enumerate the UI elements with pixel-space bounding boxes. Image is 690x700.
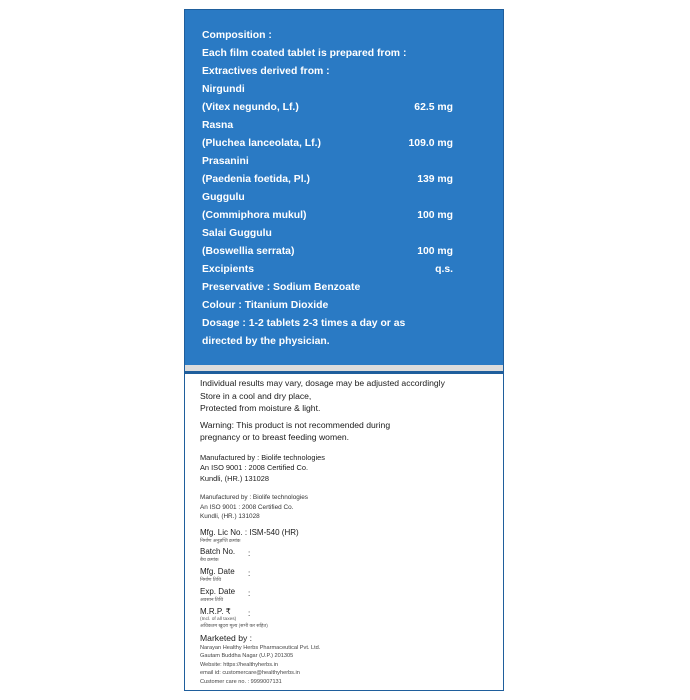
mfg-date-colon: : bbox=[248, 568, 251, 578]
notes-line-2: Store in a cool and dry place, bbox=[200, 390, 312, 401]
exp-date-label: Exp. Date bbox=[200, 586, 236, 596]
marketed-line-1: Narayan Healthy Herbs Pharmaceutical Pvt. Ltd. bbox=[200, 644, 321, 651]
composition-line-value: q.s. bbox=[435, 264, 453, 275]
marketed-heading: Marketed by : bbox=[200, 632, 253, 643]
mrp-hindi: अधिकतम खुदरा मूल्य (सभी कर सहित) bbox=[200, 623, 268, 629]
composition-line-text: (Pluchea lanceolata, Lf.) bbox=[202, 138, 321, 149]
composition-line-text: Dosage : 1-2 tablets 2-3 times a day or as bbox=[202, 318, 406, 329]
mrp-colon: : bbox=[248, 608, 251, 618]
warning-line-1: Warning: This product is not recommended during bbox=[200, 419, 391, 430]
composition-line bbox=[202, 189, 494, 207]
composition-line-text: Extractives derived from : bbox=[202, 66, 330, 77]
composition-line-text: directed by the physician. bbox=[202, 336, 330, 347]
composition-line-value: 100 mg bbox=[417, 210, 453, 221]
composition-line-text: Each film coated tablet is prepared from : bbox=[202, 48, 407, 59]
composition-block bbox=[202, 27, 494, 351]
composition-line bbox=[202, 333, 494, 351]
exp-date-hindi: अवसान तिथि bbox=[200, 597, 224, 603]
notes-line-3: Protected from moisture & light. bbox=[200, 403, 321, 413]
composition-line bbox=[202, 279, 494, 297]
composition-line bbox=[202, 261, 494, 279]
exp-date-colon: : bbox=[248, 588, 251, 598]
mrp-label: M.R.P. ₹ bbox=[200, 606, 231, 616]
mfg-lic-label: Mfg. Lic No. : ISM-540 (HR) bbox=[200, 527, 299, 537]
composition-line-text: Nirgundi bbox=[202, 84, 245, 95]
marketed-line-3: Website: https://healthyherbs.in bbox=[200, 661, 278, 668]
composition-lines bbox=[202, 45, 494, 351]
composition-line bbox=[202, 135, 494, 153]
composition-line bbox=[202, 315, 494, 333]
divider-stripe-blue bbox=[185, 371, 503, 374]
batch-label: Batch No. bbox=[200, 546, 236, 556]
composition-line-text: Guggulu bbox=[202, 192, 245, 203]
manufacturer-2-line-2: An ISO 9001 : 2008 Certified Co. bbox=[200, 503, 294, 511]
composition-line bbox=[202, 81, 494, 99]
marketed-line-4: email id: customercare@healthyherbs.in bbox=[200, 670, 300, 677]
marketed-line-2: Gautam Buddha Nagar (U.P.) 201305 bbox=[200, 653, 294, 660]
composition-line-text: (Boswellia serrata) bbox=[202, 246, 295, 257]
marketed-line-5: Customer care no. : 9999007131 bbox=[200, 678, 282, 685]
composition-line bbox=[202, 153, 494, 171]
composition-line bbox=[202, 171, 494, 189]
mfg-lic-hindi: निर्माण अनुज्ञप्ति क्रमांक bbox=[200, 538, 241, 544]
manufacturer-1-line-2: An ISO 9001 : 2008 Certified Co. bbox=[200, 463, 309, 472]
label-details bbox=[200, 377, 500, 686]
composition-line bbox=[202, 297, 494, 315]
product-carton-side-panel bbox=[184, 9, 504, 691]
composition-heading: Composition : bbox=[202, 30, 272, 41]
mfg-date-field bbox=[200, 567, 500, 587]
manufacturer-1-line-3: Kundli, (HR.) 131028 bbox=[200, 473, 270, 483]
composition-line-value: 109.0 mg bbox=[408, 138, 453, 149]
composition-line-text: Excipients bbox=[202, 264, 254, 275]
exp-date-field bbox=[200, 587, 500, 607]
batch-colon: : bbox=[248, 548, 251, 558]
composition-line bbox=[202, 45, 494, 63]
manufacturer-2-line-1: Manufactured by : Biolife technologies bbox=[200, 494, 308, 501]
composition-line bbox=[202, 225, 494, 243]
batch-field bbox=[200, 547, 500, 567]
composition-line-text: Prasanini bbox=[202, 156, 249, 167]
mrp-field bbox=[200, 607, 500, 632]
composition-panel bbox=[185, 10, 503, 365]
composition-line-value: 62.5 mg bbox=[414, 102, 453, 113]
composition-line-value: 100 mg bbox=[417, 246, 453, 257]
mrp-note: (Incl. of all taxes) bbox=[200, 616, 237, 622]
composition-line bbox=[202, 117, 494, 135]
composition-line-text: (Commiphora mukul) bbox=[202, 210, 307, 221]
composition-line bbox=[202, 243, 494, 261]
composition-line bbox=[202, 99, 494, 117]
composition-line-text: (Paedenia foetida, Pl.) bbox=[202, 174, 310, 185]
mfg-date-label: Mfg. Date bbox=[200, 566, 235, 576]
manufacturer-1-line-1: Manufactured by : Biolife technologies bbox=[200, 452, 325, 462]
composition-line-value: 139 mg bbox=[417, 174, 453, 185]
composition-line-text: Colour : Titanium Dioxide bbox=[202, 300, 329, 311]
notes-line-1: Individual results may vary, dosage may be adjusted accordingly bbox=[200, 378, 445, 388]
warning-line-2: pregnancy or to breast feeding women. bbox=[200, 432, 350, 442]
composition-line-text: Rasna bbox=[202, 120, 234, 131]
mfg-date-hindi: निर्माण तिथि bbox=[200, 577, 222, 583]
mfg-lic-field bbox=[200, 528, 500, 547]
composition-line-text: (Vitex negundo, Lf.) bbox=[202, 102, 299, 113]
manufacturer-2-line-3: Kundli, (HR.) 131028 bbox=[200, 513, 260, 520]
composition-line bbox=[202, 207, 494, 225]
composition-line bbox=[202, 63, 494, 81]
composition-line-text: Salai Guggulu bbox=[202, 228, 272, 239]
composition-line-text: Preservative : Sodium Benzoate bbox=[202, 282, 361, 293]
batch-hindi: बैच क्रमांक bbox=[200, 557, 219, 563]
